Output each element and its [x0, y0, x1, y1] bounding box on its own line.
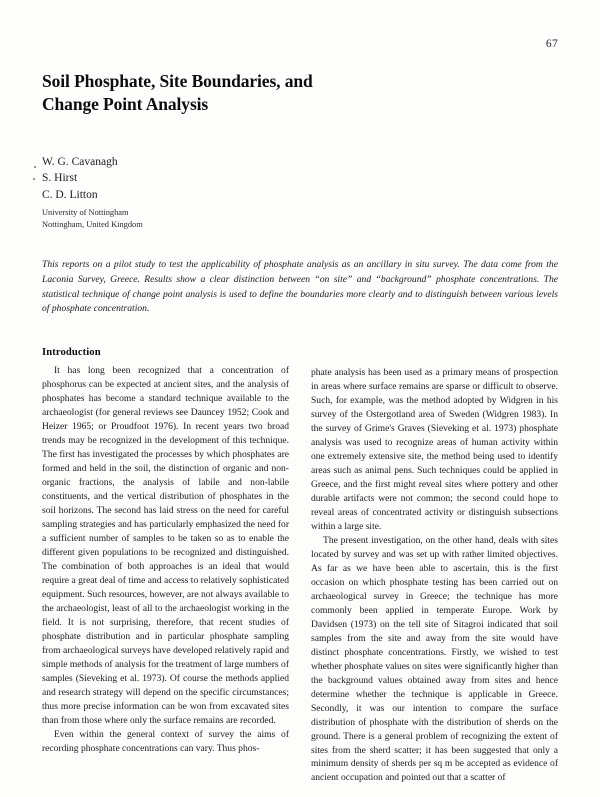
margin-mark-upper — [34, 166, 36, 168]
margin-mark-lower — [33, 178, 35, 180]
paragraph: It has long been recognized that a concentration of phosphorus can be expected at ancient sites, and the analysis of phosphates has become a standard technique available to the archaeologist (for general reviews see Dauncey 1952; Cook and Heizer 1965; or Proudfoot 1976). In recent years two broad trends may be recognized in the development of this technique. The first has investigated the processes by which phosphates are formed and held in the soil, the distinction of organic and non-organic fractions, the analysis of labile and non-labile constituents, and the vertical distribution of phosphates in the soil horizons. The second has laid stress on the need for careful sampling strategies and has particularly emphasized the need for a sufficient number of samples to be taken so as to enable the different given populations to be recognized and distinguished. The combination of both approaches is an ideal that would require a great deal of time and access to relatively sophisticated equipment. Such resources, however, are not always available to the archaeologist, least of all to the archaeologist working in the field. It is not surprising, therefore, that recent studies of phosphate distribution and in particular phosphate sampling from archaeological surveys have developed relatively rapid and simple methods of analysis for the treatment of large numbers of samples (Sieveking et al. 1973). Of course the methods applied and research strategy will depend on the specific circumstances; thus more precise information can be won from excavated sites than from those where only the surface remains are recorded. — [42, 364, 289, 726]
column-left — [42, 347, 289, 786]
article-title: Soil Phosphate, Site Boundaries, and Change Point Analysis — [42, 71, 313, 115]
author-name: S. Hirst — [42, 172, 78, 185]
body-columns — [42, 347, 558, 786]
page-number: 67 — [545, 38, 558, 50]
column-top-spacer — [311, 347, 558, 366]
author-affiliation — [42, 207, 558, 231]
author-list — [42, 154, 558, 203]
article-content — [42, 70, 558, 785]
column-right — [311, 347, 558, 786]
affiliation-line: Nottingham, United Kingdom — [42, 220, 143, 230]
section-heading-introduction: Introduction — [42, 346, 101, 358]
affiliation-line: University of Nottingham — [42, 207, 129, 217]
article-abstract: This reports on a pilot study to test the applicability of phosphate analysis as an ancillary in situ survey. The data come from the Laconia Survey, Greece. Results show a clear distinction between “on site” and “background” phosphate concentrations. The statistical technique of change point analysis is used to define the boundaries more clearly and to distinguish between various levels of phosphate concentration. — [42, 259, 558, 315]
paragraph: phate analysis has been used as a primary means of prospection in areas where surface remains are sparse or difficult to observe. Such, for example, was the method adopted by Widgren in his survey of the Ostergotland area of Sweden (Widgren 1983). In the survey of Grime's Graves (Sieveking et al. 1973) phosphate analysis was used to recognize areas of human activity within one extremely extensive site, the method being used to identify areas such as animal pens. Such techniques could be applied in Greece, and the first might reveal sites where pottery and other durable artifacts were not common; the second could hope to reveal areas of concentrated activity or distinguish subsections within a large site. — [311, 366, 558, 532]
author-name: W. G. Cavanagh — [42, 155, 118, 168]
paragraph: The present investigation, on the other hand, deals with sites located by survey and was set up with rather limited objectives. As far as we have been able to ascertain, this is the first occasion on which phosphate testing has been carried out on archaeological survey in Greece; the technique has more commonly been applied in temperate Europe. Work by Davidsen (1973) on the tell site of Sitagroi indicated that soil samples from the site and away from the site would have distinct phosphate concentrations. Firstly, we wished to test whether phosphate values on sites were significantly higher than the background values obtained away from sites and hence determine whether the technique is applicable in Greece. Secondly, it was our intention to compare the surface distribution of phosphate with the distribution of sherds on the ground. There is a general problem of recognizing the extent of sites from the sherd scatter; it has been suggested that only a minimum density of sherds per sq m be accepted as evidence of ancient occupation and pointed out that a scatter of — [311, 534, 558, 784]
author-name: C. D. Litton — [42, 188, 98, 201]
paragraph: Even within the general context of survey the aims of recording phosphate concentrations can vary. Thus phos- — [42, 728, 289, 754]
